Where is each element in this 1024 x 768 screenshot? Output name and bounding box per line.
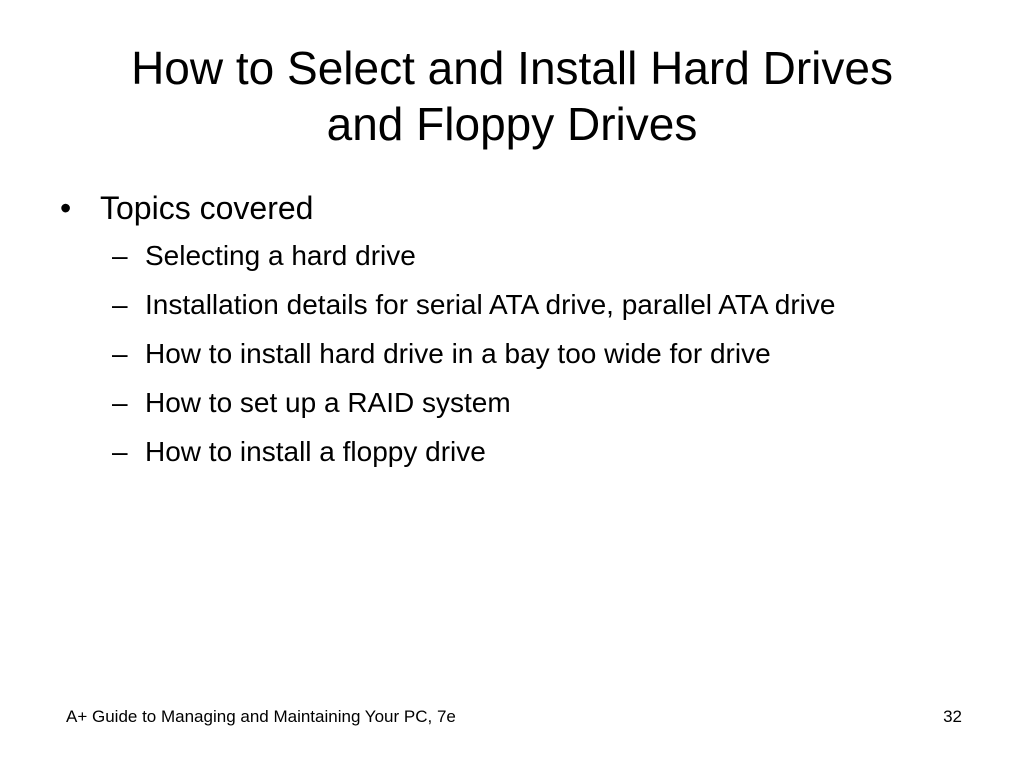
bullet-topics-covered [60, 186, 960, 230]
slide-title-line-1: How to Select and Install Hard Drives [131, 42, 893, 94]
sub-bullet-item [60, 383, 960, 423]
sub-bullet-item [60, 236, 960, 276]
dash-marker: – [112, 240, 128, 271]
sub-bullet-list [60, 236, 960, 472]
slide-title [50, 40, 974, 152]
sub-bullet-item [60, 285, 960, 325]
sub-bullet-text: Selecting a hard drive [145, 240, 416, 271]
dash-marker: – [112, 387, 128, 418]
sub-bullet-text: How to install hard drive in a bay too wide for drive [145, 338, 771, 369]
slide-page-number: 32 [943, 707, 962, 726]
sub-bullet-text: How to set up a RAID system [145, 387, 511, 418]
footer-book-title: A+ Guide to Managing and Maintaining Your PC, 7e [66, 707, 456, 726]
sub-bullet-item [60, 334, 960, 374]
sub-bullet-text: How to install a floppy drive [145, 436, 486, 467]
sub-bullet-item [60, 432, 960, 472]
slide-title-line-2: and Floppy Drives [326, 98, 698, 150]
dash-marker: – [112, 289, 128, 320]
bullet-marker: • [60, 190, 72, 226]
slide-body [60, 186, 960, 481]
bullet-text: Topics covered [100, 190, 314, 226]
dash-marker: – [112, 436, 128, 467]
sub-bullet-text: Installation details for serial ATA drive, parallel ATA drive [145, 289, 836, 320]
dash-marker: – [112, 338, 128, 369]
